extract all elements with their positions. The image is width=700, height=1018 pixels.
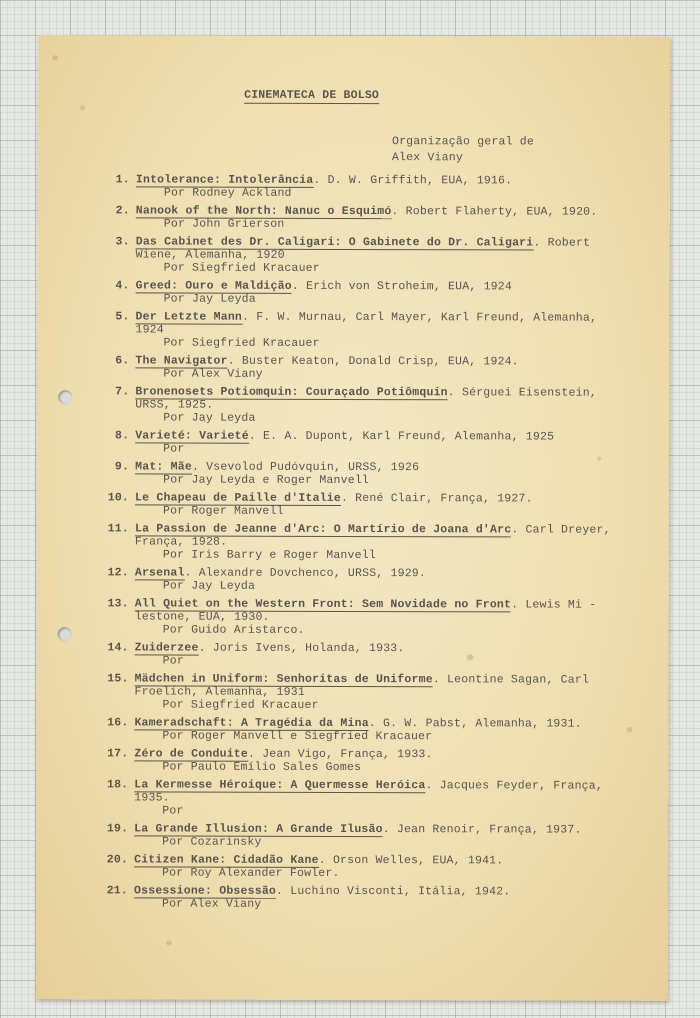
film-credits-continued: 1924: [135, 323, 164, 337]
film-entry: [104, 853, 664, 880]
film-entry: [104, 747, 664, 774]
punch-hole-top: [58, 390, 72, 404]
film-entry: [105, 641, 665, 668]
film-title: Nanook of the North: Nanuc o Esquimó: [135, 204, 392, 219]
film-number: 10.: [107, 491, 130, 505]
film-title: Citizen Kane: Cidadão Kane: [134, 853, 319, 867]
film-number: 6.: [115, 354, 130, 368]
film-entry: [104, 672, 664, 712]
film-title: Le Chapeau de Paille d'Italie: [135, 491, 342, 505]
film-credits: . Luchino Visconti, Itália, 1942.: [276, 884, 511, 899]
essay-author: Por: [163, 442, 185, 456]
essay-author: Por Cozarinsky: [162, 835, 262, 849]
film-title: La Grande Illusion: A Grande Ilusão: [134, 822, 383, 837]
film-entry: [106, 204, 666, 231]
essay-author: Por: [162, 804, 184, 818]
film-entry-line: [104, 778, 664, 792]
film-credits: . E. A. Dupont, Karl Freund, Alemanha, 1925: [248, 429, 555, 444]
film-title: Der Letzte Mann: [135, 310, 243, 324]
film-number: 12.: [107, 566, 129, 580]
film-credits-continued: lestone, EUA, 1930.: [134, 610, 270, 624]
film-number: 17.: [107, 747, 129, 761]
film-credits-continued: França, 1928.: [134, 535, 228, 549]
essay-author: Por Jay Leyda: [163, 292, 256, 306]
film-credits: . René Clair, França, 1927.: [340, 491, 533, 506]
film-entry: [105, 491, 665, 518]
film-entry: [106, 279, 666, 306]
film-entry: [105, 310, 665, 350]
film-title: Das Cabinet des Dr. Caligari: O Gabinete do Dr. Caligari: [135, 235, 534, 250]
film-credits: . Robert: [533, 236, 591, 250]
film-title: La Kermesse Héroique: A Quermesse Heróica: [134, 778, 426, 793]
essay-author: Por Jay Leyda: [162, 579, 256, 593]
film-entry: [105, 460, 665, 487]
typed-document-page: [36, 35, 671, 1001]
film-entry: [105, 597, 665, 637]
film-credits: . Buster Keaton, Donald Crisp, EUA, 1924.: [227, 354, 519, 369]
paper-stain: [166, 941, 172, 946]
film-credits-continued: 1935.: [134, 791, 170, 805]
essay-author: Por Roger Manvell e Siegfried Kracauer: [162, 729, 433, 744]
film-number: 7.: [115, 385, 130, 399]
film-title: The Navigator: [135, 354, 228, 368]
essay-author: Por Alex Viany: [163, 367, 263, 381]
film-title: Varieté: Varieté: [135, 429, 249, 443]
film-title: Mädchen in Uniform: Senhoritas de Uniforme: [134, 672, 433, 687]
film-credits: . Sérguei Eisenstein,: [447, 386, 597, 400]
film-credits: . Erich von Stroheim, EUA, 1924: [291, 279, 512, 294]
film-entry: [104, 822, 664, 849]
film-entry: [104, 716, 664, 743]
film-credits: . Vsevolod Pudóvquin, URSS, 1926: [191, 460, 420, 475]
film-number: 21.: [106, 884, 129, 898]
film-credits: . Jean Renoir, França, 1937.: [382, 823, 582, 837]
film-credits-continued: Froelich, Alemanha, 1931: [134, 685, 305, 699]
film-credits: . Lewis Mi -: [511, 598, 597, 612]
organization-line: Alex Viany: [391, 151, 463, 165]
essay-author: Por Iris Barry e Roger Manvell: [162, 548, 376, 563]
film-number: 3.: [115, 235, 130, 249]
film-number: 16.: [107, 716, 129, 730]
film-list: [104, 173, 666, 916]
film-title: Bronenosets Potiomquin: Couraçado Potiômquin: [135, 385, 448, 400]
paper-stain: [80, 105, 85, 110]
film-number: 14.: [107, 641, 129, 655]
film-credits: . Carl Dreyer,: [511, 523, 611, 537]
essay-author: Por: [162, 654, 184, 668]
film-entry-line: [106, 310, 666, 324]
essay-author: Por Jay Leyda e Roger Manvell: [163, 473, 370, 488]
film-number: 19.: [106, 822, 129, 836]
film-credits: . Orson Welles, EUA, 1941.: [318, 853, 504, 868]
film-title: All Quiet on the Western Front: Sem Novidade no Front: [134, 597, 512, 612]
film-credits: . D. W. Griffith, EUA, 1916.: [313, 173, 513, 188]
organization-line: Organização geral de: [391, 135, 535, 149]
document-heading: CINEMATECA DE BOLSO: [244, 88, 380, 103]
film-number: 2.: [115, 204, 130, 218]
film-credits: . Jean Vigo, França, 1933.: [247, 747, 433, 762]
essay-author: Por Alex Viany: [161, 897, 262, 911]
film-entry: [106, 173, 666, 200]
film-credits: . Alexandre Dovchenco, URSS, 1929.: [184, 566, 427, 581]
film-title: Ossessione: Obsessão: [134, 884, 277, 898]
organization-credit: [392, 134, 534, 166]
film-entry: [105, 522, 665, 562]
film-title: Zéro de Conduite: [134, 747, 249, 761]
film-credits: . Robert Flaherty, EUA, 1920.: [391, 205, 598, 219]
film-number: 9.: [114, 460, 130, 474]
film-credits: . F. W. Murnau, Carl Mayer, Karl Freund, Alemanha,: [242, 310, 598, 325]
essay-author: Por Roger Manvell: [163, 504, 284, 518]
film-number: 1.: [115, 173, 130, 187]
film-credits: . Leontine Sagan, Carl: [432, 673, 590, 687]
film-credits: . Joris Ivens, Holanda, 1933.: [198, 641, 405, 656]
film-number: 20.: [106, 853, 129, 867]
essay-author: Por Rodney Ackland: [163, 186, 292, 200]
film-credits-continued: URSS, 1925.: [135, 398, 214, 412]
film-credits: . G. W. Pabst, Alemanha, 1931.: [368, 717, 582, 731]
paper-stain: [52, 55, 58, 60]
film-number: 11.: [107, 522, 129, 536]
film-title: Intolerance: Intolerância: [135, 173, 314, 187]
essay-author: Por John Grierson: [163, 217, 285, 231]
film-title: La Passion de Jeanne d'Arc: O Martírio de Joana d'Arc: [134, 522, 512, 537]
essay-author: Por Roy Alexander Fowler.: [162, 866, 340, 880]
essay-author: Por Siegfried Kracauer: [162, 698, 319, 712]
film-entry: [105, 354, 665, 381]
film-title: Greed: Ouro e Maldição: [135, 279, 292, 293]
film-entry: [105, 385, 665, 425]
film-number: 18.: [106, 778, 129, 792]
film-number: 15.: [107, 672, 129, 686]
essay-author: Por Guido Aristarco.: [162, 623, 305, 637]
essay-author: Por Siegfried Kracauer: [163, 261, 320, 275]
film-number: 4.: [115, 279, 130, 293]
essay-author: Por Siegfried Kracauer: [163, 336, 320, 350]
film-title: Kameradschaft: A Tragédia da Mina: [134, 716, 369, 731]
film-entry: [105, 566, 665, 593]
film-title: Mat: Mãe: [135, 460, 192, 474]
essay-author: Por Jay Leyda: [163, 411, 256, 425]
film-number: 8.: [114, 429, 130, 443]
film-entry-line: [105, 641, 665, 655]
punch-hole-bottom: [58, 627, 72, 641]
film-entry: [105, 429, 665, 456]
film-number: 5.: [115, 310, 130, 324]
film-entry-line: [105, 429, 665, 443]
film-title: Arsenal: [134, 566, 185, 580]
film-credits: . Jacques Feyder, França,: [425, 779, 604, 793]
essay-author: Por Paulo Emílio Sales Gomes: [162, 760, 362, 775]
film-number: 13.: [107, 597, 129, 611]
film-entry: [104, 884, 664, 911]
film-title: Zuiderzee: [134, 641, 199, 655]
film-entry: [106, 235, 666, 275]
film-credits-continued: Wiene, Alemanha, 1920: [135, 248, 285, 262]
film-entry: [104, 778, 664, 818]
